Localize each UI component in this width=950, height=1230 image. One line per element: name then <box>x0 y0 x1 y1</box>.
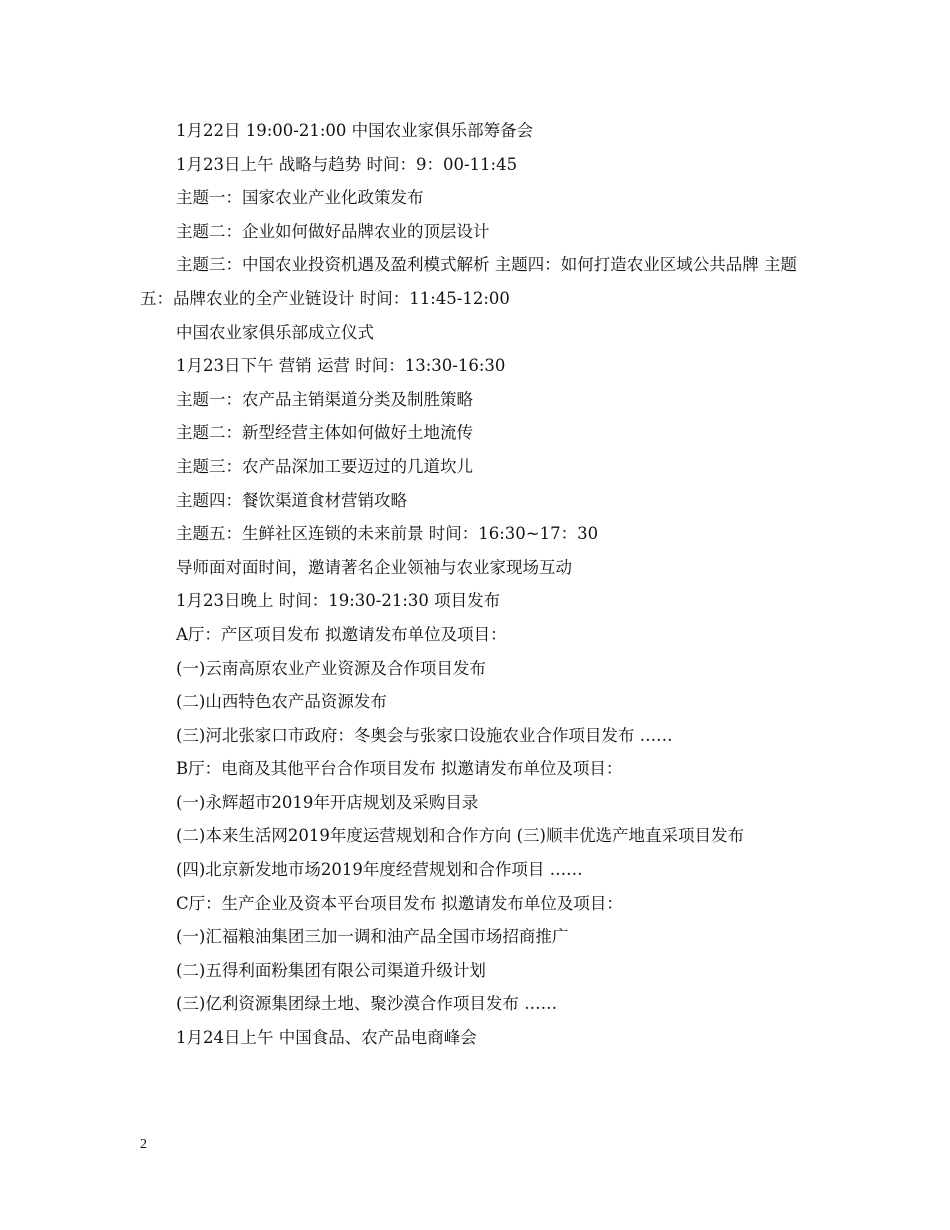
paragraph: 1月22日 19:00-21:00 中国农业家俱乐部筹备会 <box>176 121 534 140</box>
paragraph: (一)云南高原农业产业资源及合作项目发布 <box>176 658 486 678</box>
page-number: 2 <box>140 1137 147 1152</box>
paragraph: 1月23日晚上 时间：19:30-21:30 项目发布 <box>176 591 501 611</box>
paragraph: (一)汇福粮油集团三加一调和油产品全国市场招商推广 <box>176 927 569 947</box>
paragraph: 1月24日上午 中国食品、农产品电商峰会 <box>176 1028 477 1048</box>
paragraph: C厅：生产企业及资本平台项目发布 拟邀请发布单位及项目： <box>176 893 623 913</box>
paragraph: 中国农业家俱乐部成立仪式 <box>176 322 374 342</box>
paragraph: 主题三：中国农业投资机遇及盈利模式解析 主题四：如何打造农业区域公共品牌 主题五：品牌农业的全产业链设计 时间：11:45-12:00 <box>140 255 797 308</box>
paragraph: (二)山西特色农产品资源发布 <box>176 692 387 712</box>
document-body <box>140 114 820 1055</box>
paragraph: 主题五：生鲜社区连锁的未来前景 时间：16:30~17：30 <box>176 524 599 544</box>
paragraph: 导师面对面时间，邀请著名企业领袖与农业家现场互动 <box>176 557 572 577</box>
paragraph: (二)五得利面粉集团有限公司渠道升级计划 <box>176 960 486 980</box>
paragraph: 主题一：农产品主销渠道分类及制胜策略 <box>176 389 473 409</box>
paragraph: (三)亿利资源集团绿土地、聚沙漠合作项目发布 …… <box>176 994 558 1014</box>
paragraph: (四)北京新发地市场2019年度经营规划和合作项目 …… <box>176 860 583 880</box>
paragraph: (一)永辉超市2019年开店规划及采购目录 <box>176 792 479 812</box>
paragraph: 1月23日下午 营销 运营 时间：13:30-16:30 <box>176 356 506 376</box>
paragraph: (三)河北张家口市政府：冬奥会与张家口设施农业合作项目发布 …… <box>176 725 673 745</box>
paragraph: 主题二：企业如何做好品牌农业的顶层设计 <box>176 221 490 241</box>
paragraph: B厅：电商及其他平台合作项目发布 拟邀请发布单位及项目： <box>176 759 623 779</box>
paragraph: 主题四：餐饮渠道食材营销攻略 <box>176 490 407 510</box>
paragraph: (二)本来生活网2019年度运营规划和合作方向 (三)顺丰优选产地直采项目发布 <box>176 826 744 846</box>
paragraph: 主题一：国家农业产业化政策发布 <box>176 188 424 208</box>
paragraph: 主题二：新型经营主体如何做好土地流传 <box>176 423 473 443</box>
paragraph: A厅：产区项目发布 拟邀请发布单位及项目： <box>176 624 507 644</box>
paragraph: 主题三：农产品深加工要迈过的几道坎儿 <box>176 456 473 476</box>
paragraph: 1月23日上午 战略与趋势 时间：9：00-11:45 <box>176 154 518 174</box>
